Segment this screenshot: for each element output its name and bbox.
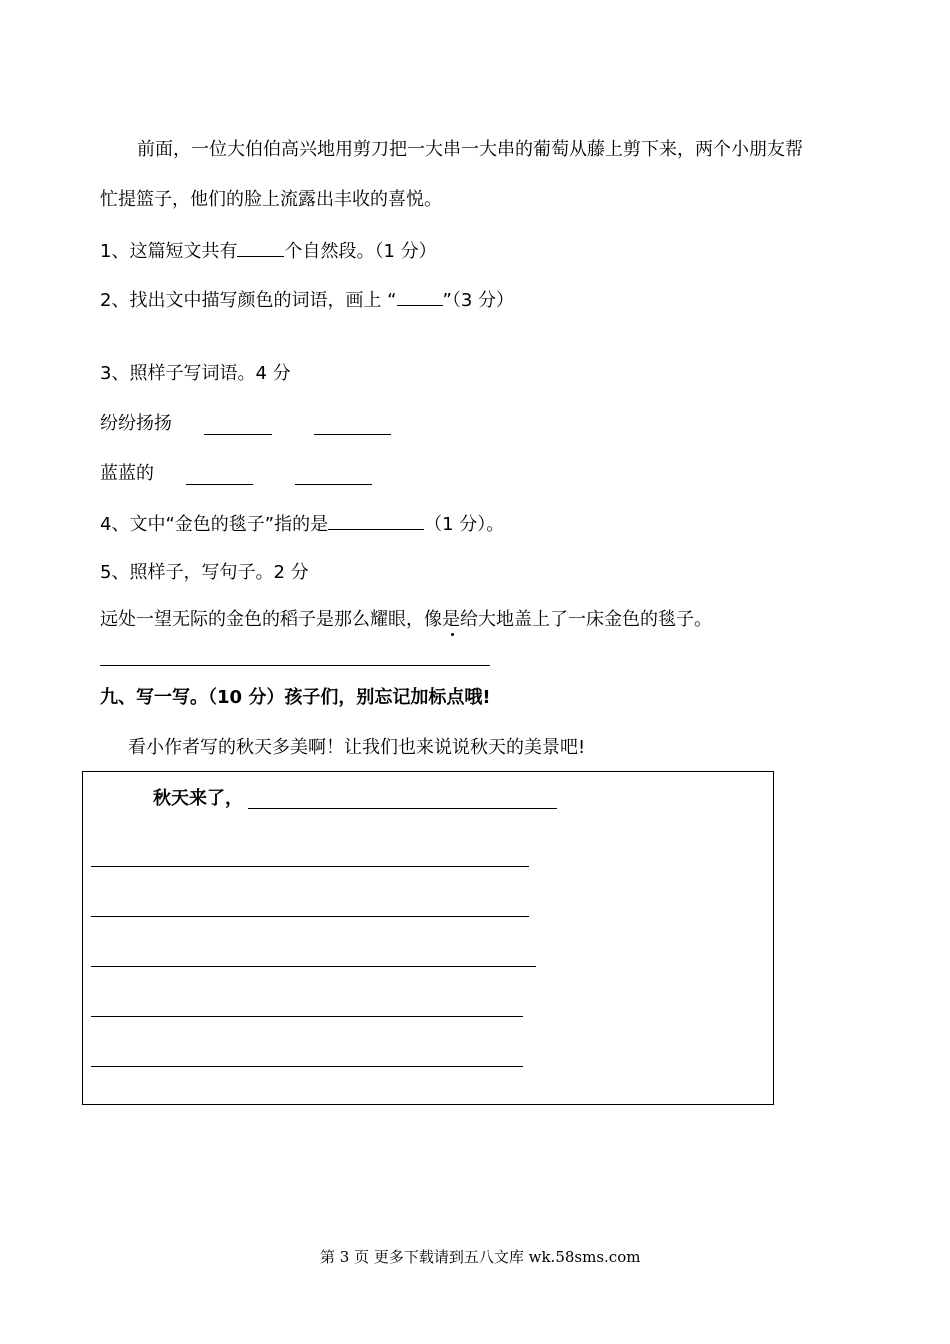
question-4	[100, 511, 504, 537]
question-4-text: 4、文中“金色的毯子”指的是	[100, 514, 329, 535]
passage-line-2: 忙提篮子，他们的脸上流露出丰收的喜悦。	[100, 189, 442, 210]
writing-line[interactable]	[248, 808, 557, 809]
answer-line[interactable]	[204, 434, 272, 435]
page-footer: 第 3 页 更多下载请到五八文库 wk.58sms.com	[320, 1248, 641, 1266]
writing-line[interactable]	[91, 916, 529, 917]
answer-blank[interactable]	[237, 238, 284, 257]
answer-line[interactable]	[295, 484, 372, 485]
answer-blank[interactable]	[328, 511, 424, 530]
answer-line[interactable]	[314, 434, 391, 435]
question-5: 5、照样子，写句子。2 分	[100, 562, 309, 583]
question-1-suffix: 个自然段。（1 分）	[284, 241, 437, 262]
writing-line[interactable]	[91, 866, 529, 867]
answer-line[interactable]	[100, 665, 490, 666]
passage-line-1: 前面，一位大伯伯高兴地用剪刀把一大串一大串的葡萄从藤上剪下来，两个小朋友帮	[137, 139, 803, 160]
question-2	[100, 287, 514, 313]
section-9-heading: 九、写一写。（10 分）孩子们，别忘记加标点哦!	[100, 687, 491, 708]
writing-line[interactable]	[91, 1016, 523, 1017]
writing-line[interactable]	[91, 966, 536, 967]
question-3: 3、照样子写词语。4 分	[100, 363, 291, 384]
question-1	[100, 238, 437, 264]
emphasis-dot	[451, 633, 454, 636]
section-9-intro: 看小作者写的秋天多美啊！让我们也来说说秋天的美景吧!	[128, 737, 586, 758]
question-2-suffix: ”（3 分）	[442, 290, 514, 311]
question-5-example: 远处一望无际的金色的稻子是那么耀眼，像是给大地盖上了一床金色的毯子。	[100, 609, 712, 630]
question-3-row-2-label: 蓝蓝的	[100, 463, 154, 484]
writing-box-start: 秋天来了，	[153, 788, 243, 809]
answer-blank[interactable]	[397, 287, 443, 306]
answer-line[interactable]	[186, 484, 253, 485]
question-3-row-1-label: 纷纷扬扬	[100, 413, 172, 434]
writing-line[interactable]	[91, 1066, 523, 1067]
question-1-text: 1、这篇短文共有	[100, 241, 238, 262]
question-4-suffix: （1 分）。	[424, 514, 505, 535]
writing-box	[82, 771, 774, 1105]
question-2-text: 2、找出文中描写颜色的词语，画上 “	[100, 290, 397, 311]
